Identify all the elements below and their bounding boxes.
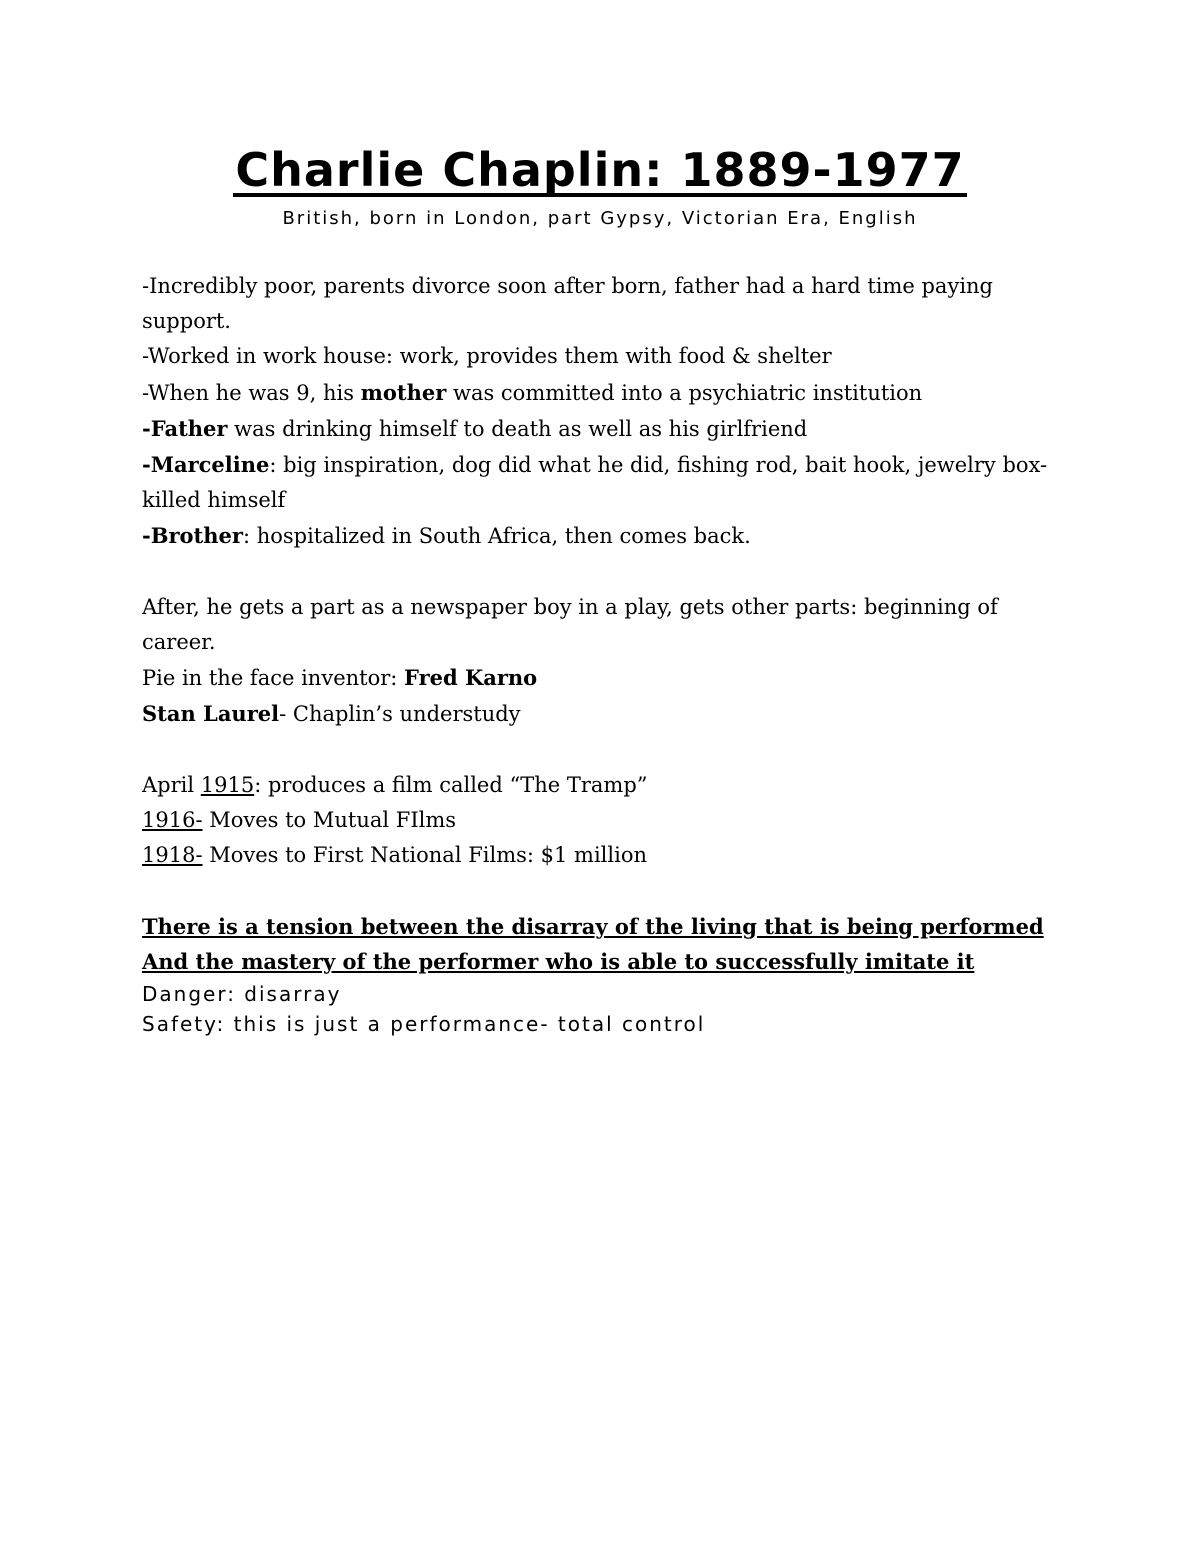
paragraph-spacer (142, 555, 1057, 590)
document-body (142, 269, 1057, 1039)
early-life-line-5-emphasis: -Marceline (142, 452, 270, 478)
timeline-line-1-rest: : produces a film called “The Tramp” (254, 772, 648, 797)
thesis-line-2: And the mastery of the performer who is able to successfully imitate it (142, 948, 975, 974)
page-title-text: Charlie Chaplin: 1889-1977 (235, 143, 965, 197)
early-life-line-1: -Incredibly poor, parents divorce soon after born, father had a hard time paying support. (142, 274, 994, 334)
early-life-line-2: -Worked in work house: work, provides them with food & shelter (142, 344, 832, 369)
timeline-line-3-rest: Moves to First National Films: $1 million (202, 843, 648, 868)
page-title (0, 142, 1200, 198)
early-life-line-6-emphasis: -Brother (142, 523, 243, 549)
career-line-3 (142, 696, 1057, 732)
paragraph-spacer (142, 873, 1057, 908)
early-life-line-4 (142, 411, 1057, 447)
early-life-line-4-rest: was drinking himself to death as well as his girlfriend (227, 416, 808, 441)
thesis-safety: Safety: this is just a performance- total control (142, 1012, 706, 1037)
thesis-danger: Danger: disarray (142, 982, 342, 1007)
career-line-1: After, he gets a part as a newspaper boy in a play, gets other parts: beginning of career. (142, 594, 998, 655)
career-line-3-emphasis: Stan Laurel (142, 701, 280, 727)
early-life-line-4-emphasis: -Father (142, 415, 228, 441)
thesis-line-1: There is a tension between the disarray of the living that is being performed (142, 913, 1044, 939)
early-life-line-5-rest: : big inspiration, dog did what he did, fishing rod, bait hook, jewelry box- killed himself (142, 453, 1048, 513)
timeline-line-1-start: April (142, 772, 201, 797)
timeline-year-1916: 1916- (142, 808, 203, 833)
paragraph-spacer (142, 733, 1057, 768)
early-life-line-6 (142, 518, 1057, 554)
early-life-line-3-start: -When he was 9, his (142, 380, 361, 405)
early-life-line-3-emphasis: mother (360, 379, 447, 405)
timeline-year-1918: 1918- (142, 843, 203, 868)
timeline-year-1915: 1915 (200, 772, 255, 797)
timeline-line-2 (142, 803, 1057, 838)
career-line-2 (142, 660, 1057, 696)
career-line-3-rest: - Chaplin’s understudy (279, 702, 521, 727)
timeline-line-1 (142, 768, 1057, 803)
early-life-line-6-rest: : hospitalized in South Africa, then comes back. (242, 524, 751, 549)
early-life-line-3 (142, 375, 1057, 411)
timeline-line-3 (142, 838, 1057, 873)
early-life-line-3-end: was committed into a psychiatric institution (446, 380, 923, 405)
career-line-2-start: Pie in the face inventor: (142, 666, 405, 691)
early-life-line-5 (142, 447, 1057, 518)
career-line-2-emphasis: Fred Karno (404, 665, 538, 691)
page-subtitle: British, born in London, part Gypsy, Victorian Era, English (282, 208, 918, 229)
timeline-line-2-rest: Moves to Mutual FIlms (202, 808, 457, 833)
